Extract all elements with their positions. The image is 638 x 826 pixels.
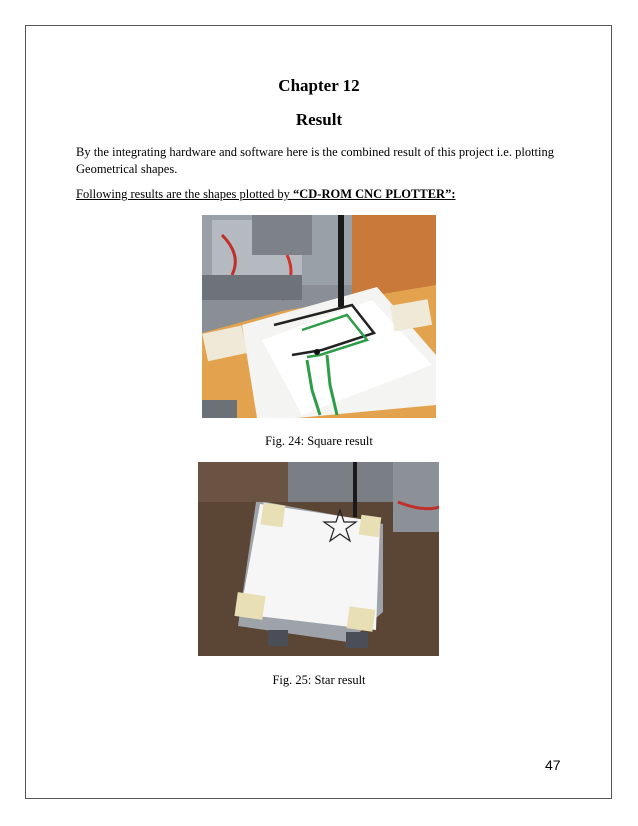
results-intro-prefix: Following results are the shapes plotted by [76,187,293,201]
section-title: Result [295,110,343,129]
star-plot-photo [198,462,439,656]
project-name: “CD-ROM CNC PLOTTER” [292,187,452,201]
page-number: 47 [545,757,561,773]
chapter-title: Chapter 12 [278,76,360,95]
figure-24-caption: Fig. 24: Square result [265,434,373,448]
intro-paragraph: By the integrating hardware and software here is the combined result of this project i.e. plotting Geometrical shapes. [76,145,554,176]
square-plot-photo [202,215,436,418]
results-intro-line [76,187,570,202]
results-intro-suffix: : [451,187,456,201]
figure-25-caption: Fig. 25: Star result [272,673,366,687]
